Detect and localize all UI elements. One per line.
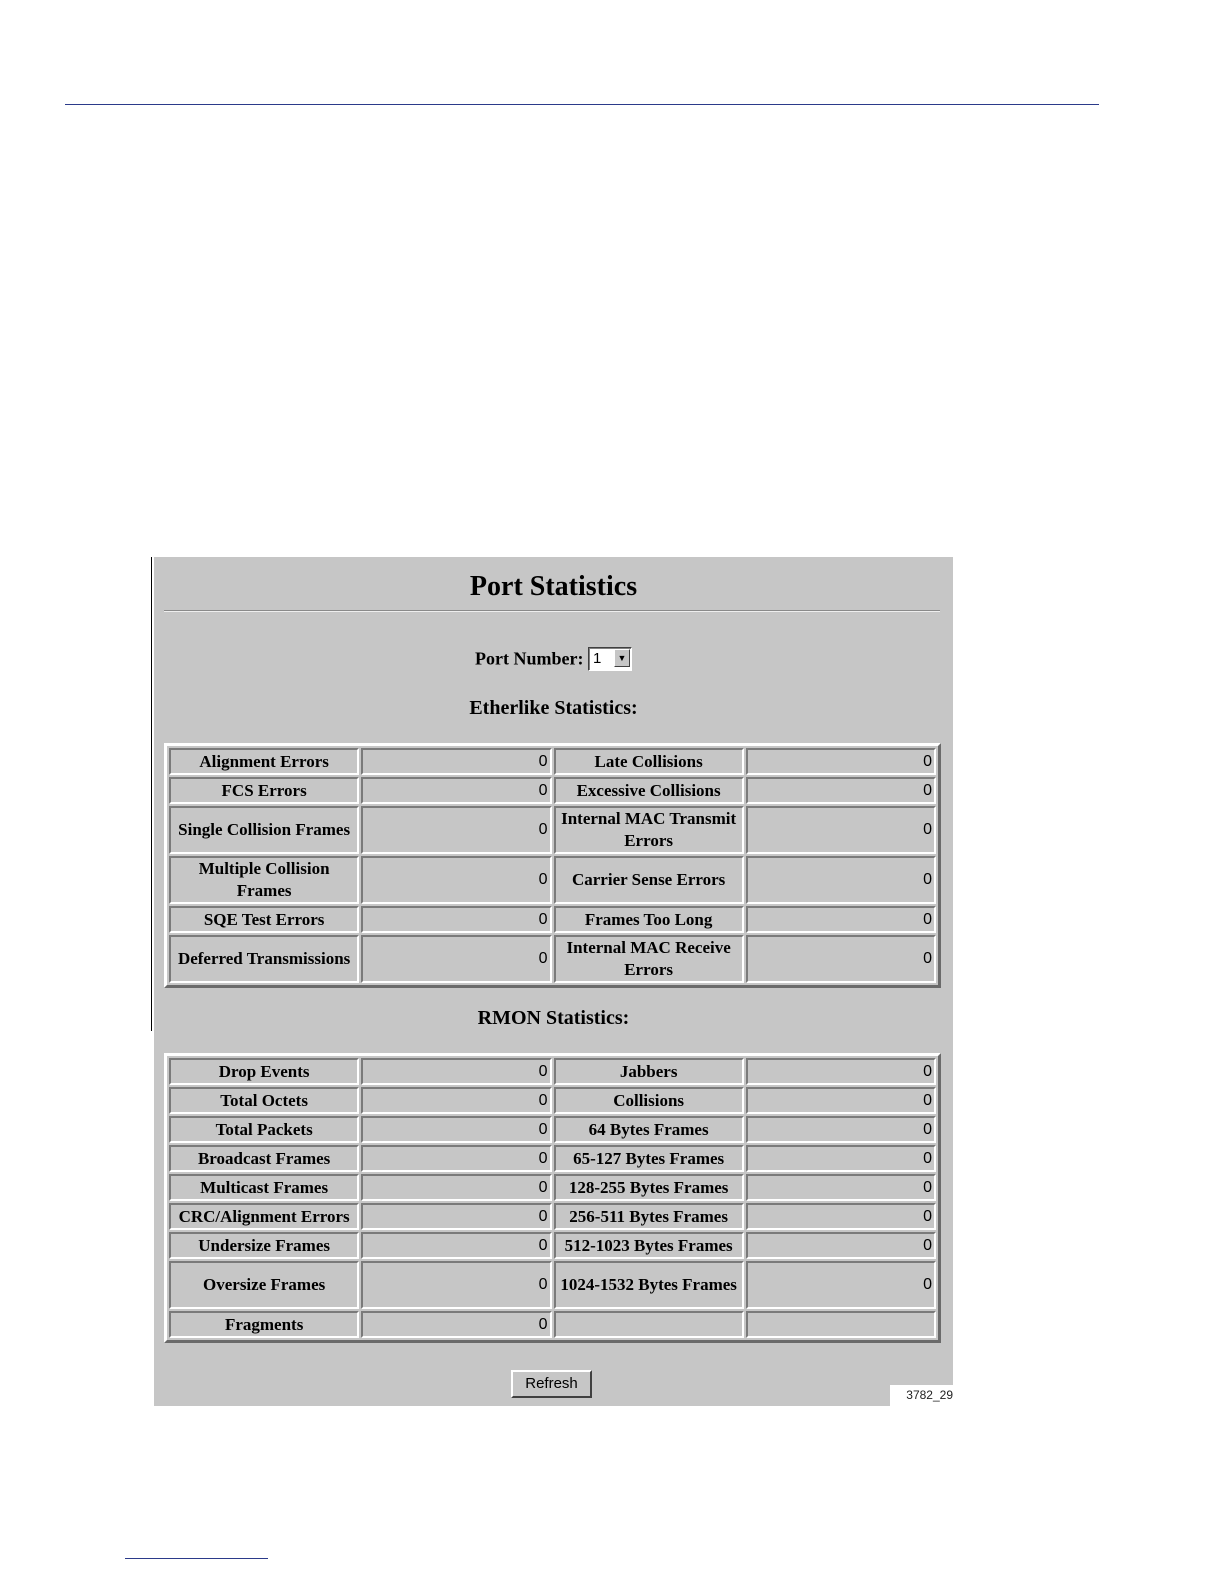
- stat-value: 0: [361, 1232, 551, 1259]
- stat-label: Collisions: [554, 1087, 744, 1114]
- stat-value: 0: [361, 1311, 551, 1338]
- stat-label: Internal MAC Transmit Errors: [554, 806, 744, 854]
- stat-value: 0: [746, 777, 936, 804]
- stat-value: 0: [746, 1261, 936, 1309]
- stat-label: Carrier Sense Errors: [554, 856, 744, 904]
- stat-label: Drop Events: [169, 1058, 359, 1085]
- stat-label: SQE Test Errors: [169, 906, 359, 933]
- footer-rule: [125, 1558, 268, 1559]
- stat-value: 0: [361, 748, 551, 775]
- stat-value: 0: [361, 1116, 551, 1143]
- table-row: [169, 856, 936, 904]
- stat-label: 128-255 Bytes Frames: [554, 1174, 744, 1201]
- refresh-button[interactable]: Refresh: [511, 1370, 592, 1398]
- table-row: [169, 935, 936, 983]
- stat-value: 0: [746, 1145, 936, 1172]
- stat-value: 0: [361, 1261, 551, 1309]
- stat-label: Frames Too Long: [554, 906, 744, 933]
- stat-value: 0: [746, 1232, 936, 1259]
- stat-label: Jabbers: [554, 1058, 744, 1085]
- margin-bar: [151, 557, 152, 1031]
- rmon-table: [164, 1053, 941, 1343]
- stat-value: 0: [746, 1058, 936, 1085]
- rmon-title: RMON Statistics:: [477, 1007, 630, 1029]
- table-row: [169, 1203, 936, 1230]
- port-number-value: 1: [592, 650, 602, 667]
- stat-value: 0: [746, 935, 936, 983]
- stat-value: 0: [361, 1203, 551, 1230]
- figure-id: 3782_29: [890, 1385, 953, 1406]
- stat-label: Oversize Frames: [169, 1261, 359, 1309]
- stat-value: 0: [361, 856, 551, 904]
- stat-value: [746, 1311, 936, 1338]
- stat-label: FCS Errors: [169, 777, 359, 804]
- stat-value: 0: [361, 1145, 551, 1172]
- stat-value: 0: [746, 1203, 936, 1230]
- stat-label: [554, 1311, 744, 1338]
- stat-value: 0: [746, 1116, 936, 1143]
- port-number-label: Port Number:: [475, 648, 584, 669]
- stat-label: Deferred Transmissions: [169, 935, 359, 983]
- stat-label: 64 Bytes Frames: [554, 1116, 744, 1143]
- stat-label: Late Collisions: [554, 748, 744, 775]
- etherlike-title: Etherlike Statistics:: [469, 697, 638, 719]
- stat-label: 512-1023 Bytes Frames: [554, 1232, 744, 1259]
- stat-label: Multicast Frames: [169, 1174, 359, 1201]
- table-row: [169, 1261, 936, 1309]
- table-row: [169, 906, 936, 933]
- stat-value: 0: [361, 806, 551, 854]
- stat-value: 0: [746, 856, 936, 904]
- stat-label: 256-511 Bytes Frames: [554, 1203, 744, 1230]
- stat-value: 0: [361, 777, 551, 804]
- table-row: [169, 806, 936, 854]
- title-divider: [164, 610, 940, 612]
- stat-value: 0: [746, 906, 936, 933]
- stat-label: Excessive Collisions: [554, 777, 744, 804]
- stat-label: 65-127 Bytes Frames: [554, 1145, 744, 1172]
- stat-label: Fragments: [169, 1311, 359, 1338]
- stat-label: Alignment Errors: [169, 748, 359, 775]
- etherlike-table: [164, 743, 941, 988]
- port-selector-row: [154, 647, 953, 671]
- table-row: [169, 1087, 936, 1114]
- page-title: Port Statistics: [469, 571, 638, 602]
- table-row: [169, 1174, 936, 1201]
- stat-value: 0: [746, 748, 936, 775]
- stat-label: Total Packets: [169, 1116, 359, 1143]
- table-row: [169, 748, 936, 775]
- table-row: [169, 1116, 936, 1143]
- header-rule: [65, 104, 1099, 105]
- stat-label: Undersize Frames: [169, 1232, 359, 1259]
- table-row: [169, 777, 936, 804]
- stat-label: Broadcast Frames: [169, 1145, 359, 1172]
- port-statistics-panel: [154, 557, 953, 1406]
- stat-label: CRC/Alignment Errors: [169, 1203, 359, 1230]
- stat-value: 0: [361, 906, 551, 933]
- stat-value: 0: [361, 935, 551, 983]
- table-row: [169, 1058, 936, 1085]
- stat-value: 0: [361, 1058, 551, 1085]
- stat-label: 1024-1532 Bytes Frames: [554, 1261, 744, 1309]
- stat-label: Multiple Collision Frames: [169, 856, 359, 904]
- table-row: [169, 1311, 936, 1338]
- stat-label: Single Collision Frames: [169, 806, 359, 854]
- chevron-down-icon[interactable]: ▼: [614, 649, 630, 667]
- stat-value: 0: [746, 806, 936, 854]
- stat-value: 0: [746, 1174, 936, 1201]
- table-row: [169, 1145, 936, 1172]
- stat-value: 0: [361, 1174, 551, 1201]
- stat-value: 0: [746, 1087, 936, 1114]
- port-number-select[interactable]: [588, 647, 632, 671]
- stat-value: 0: [361, 1087, 551, 1114]
- table-row: [169, 1232, 936, 1259]
- stat-label: Total Octets: [169, 1087, 359, 1114]
- stat-label: Internal MAC Receive Errors: [554, 935, 744, 983]
